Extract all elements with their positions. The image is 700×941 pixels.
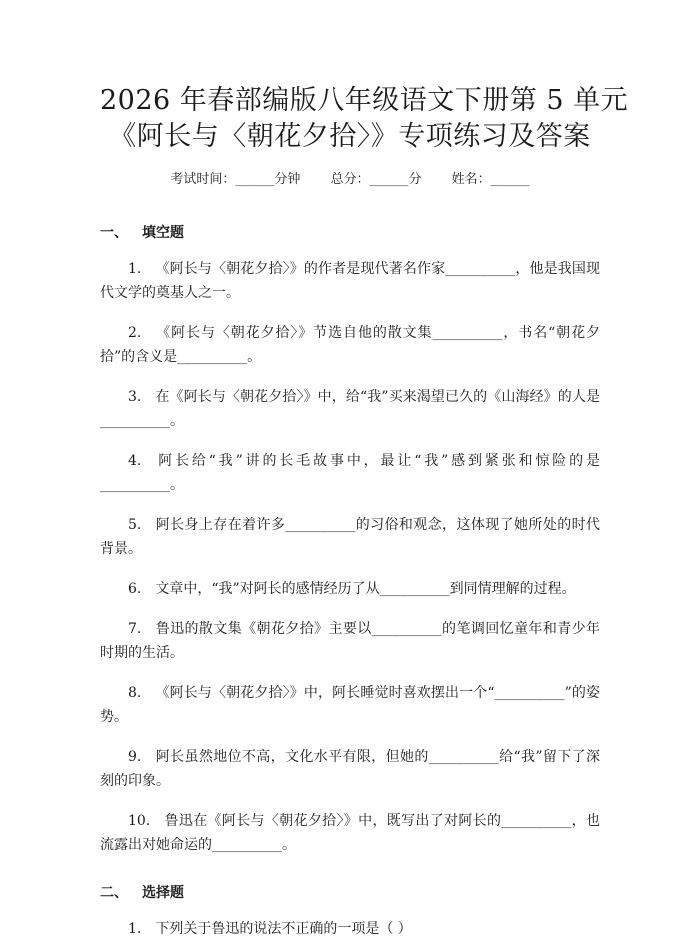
student-name-field: 姓名：______ <box>451 172 530 187</box>
question-number: 5. <box>128 517 142 533</box>
question-number: 3. <box>128 389 142 405</box>
title-line-1: 2026 年春部编版八年级语文下册第 5 单元 <box>100 85 629 116</box>
question-number: 1. <box>128 921 142 937</box>
question-text: 阿长身上存在着许多__________的习俗和观念，这体现了她所处的时代背景。 <box>100 517 600 557</box>
question-item <box>100 513 600 561</box>
question-text: 鲁迅的散文集《朝花夕拾》主要以__________的笔调回忆童年和青少年时期的生活。 <box>100 621 600 661</box>
question-text: 《阿长与〈朝花夕拾〉》节选自他的散文集__________，书名“朝花夕拾”的含义是__________。 <box>100 325 600 365</box>
section-number: 一、 <box>100 225 128 241</box>
question-number: 8. <box>128 685 142 701</box>
question-number: 1. <box>128 261 142 277</box>
question-item <box>100 321 600 369</box>
section-number: 二、 <box>100 885 128 901</box>
question-list <box>100 917 600 941</box>
question-item <box>100 809 600 857</box>
question-number: 6. <box>128 581 142 597</box>
question-item <box>100 681 600 729</box>
question-item <box>100 917 600 941</box>
question-item <box>100 257 600 305</box>
section-multiple-choice <box>100 883 600 941</box>
question-item <box>100 449 600 497</box>
section-heading <box>100 883 600 903</box>
question-text: 文章中，“我”对阿长的感情经历了从__________到同情理解的过程。 <box>155 581 576 597</box>
question-number: 7. <box>128 621 142 637</box>
question-text: 阿长虽然地位不高，文化水平有限，但她的__________给“我”留下了深刻的印象。 <box>100 749 600 789</box>
question-text: 下列关于鲁迅的说法不正确的一项是（ ） <box>155 921 412 937</box>
question-item <box>100 745 600 793</box>
page-title <box>100 0 629 155</box>
section-title: 选择题 <box>142 885 184 901</box>
exam-time-field: 考试时间：______分钟 <box>170 172 301 187</box>
question-number: 2. <box>128 325 142 341</box>
section-title: 填空题 <box>142 225 184 241</box>
question-text: 《阿长与〈朝花夕拾〉》中，阿长睡觉时喜欢摆出一个“__________”的姿势。 <box>100 685 600 725</box>
question-number: 9. <box>128 749 142 765</box>
exam-info <box>100 171 600 189</box>
section-fill-in-blanks <box>100 223 600 857</box>
question-item <box>100 577 600 601</box>
question-item <box>100 385 600 433</box>
title-line-2: 《阿长与〈朝花夕拾〉》专项练习及答案 <box>109 121 591 152</box>
question-text: 《阿长与〈朝花夕拾〉》的作者是现代著名作家__________，他是我国现代文学的奠基人之一。 <box>100 261 600 301</box>
question-number: 4. <box>128 453 142 469</box>
question-list <box>100 257 600 857</box>
total-score-field: 总分：______分 <box>330 172 422 187</box>
section-heading <box>100 223 600 243</box>
question-text: 鲁迅在《阿长与〈朝花夕拾〉》中，既写出了对阿长的__________，也流露出对她命运的__________。 <box>100 813 600 853</box>
question-text: 阿长给“我”讲的长毛故事中，最让“我”感到紧张和惊险的是__________。 <box>100 453 600 493</box>
question-number: 10. <box>128 813 151 829</box>
question-item <box>100 617 600 665</box>
question-text: 在《阿长与〈朝花夕拾〉》中，给“我”买来渴望已久的《山海经》的人是__________。 <box>100 389 600 429</box>
